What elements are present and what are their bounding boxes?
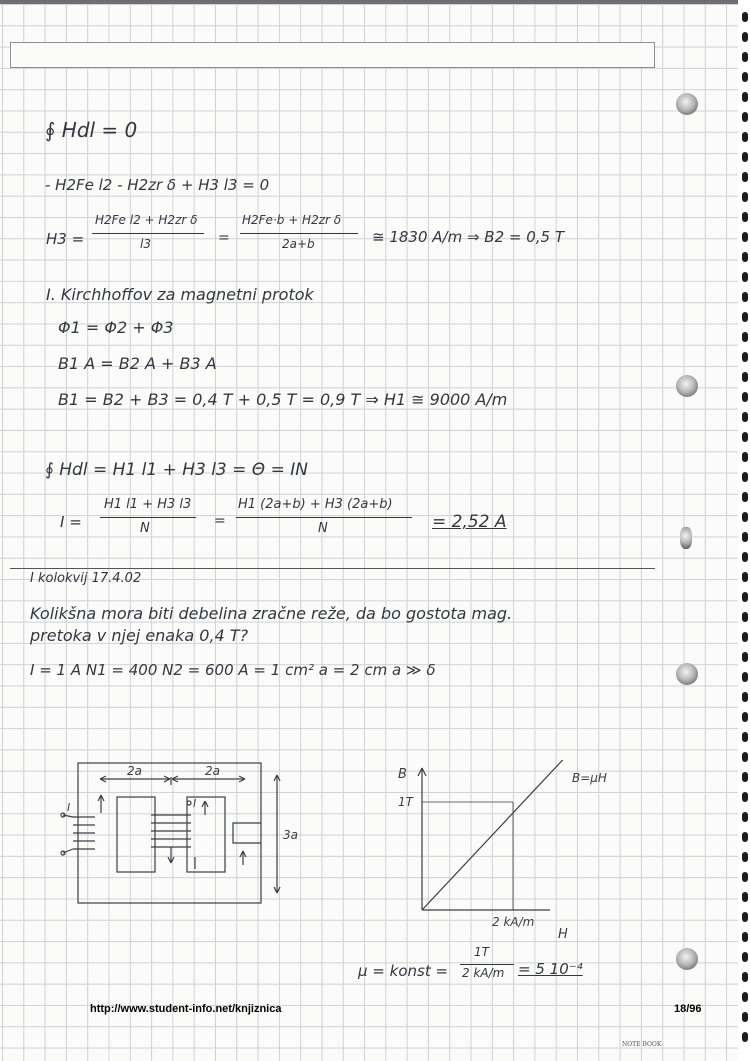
eq-h3-den1: l3 <box>140 237 151 251</box>
spiral-loop <box>742 552 748 562</box>
spiral-loop <box>742 212 748 222</box>
y-axis-label: B <box>398 767 407 782</box>
eq-i-lhs: I = <box>60 513 82 531</box>
y-tick-label: 1T <box>398 795 413 809</box>
spiral-loop <box>742 412 748 422</box>
spiral-loop <box>742 912 748 922</box>
mu-result: = 5 10⁻⁴ <box>518 960 583 978</box>
problem-given: I = 1 A N1 = 400 N2 = 600 A = 1 cm² a = 2 cm a ≫ δ <box>30 661 436 679</box>
spiral-loop <box>742 492 748 502</box>
spiral-loop <box>742 712 748 722</box>
coil-middle <box>151 801 191 847</box>
eq-h3-eq: = <box>218 230 230 246</box>
spiral-loop <box>742 172 748 182</box>
fraction-bar <box>240 233 358 234</box>
magnetic-core-figure <box>55 755 315 915</box>
spiral-loop <box>742 672 748 682</box>
spiral-binding <box>738 0 750 1061</box>
bh-graph <box>360 760 620 940</box>
spiral-loop <box>742 72 748 82</box>
spiral-loop <box>742 932 748 942</box>
flux-arrow <box>202 801 208 815</box>
spiral-loop <box>742 12 748 22</box>
spiral-loop <box>742 612 748 622</box>
spiral-loop <box>742 572 748 582</box>
spiral-loop <box>742 32 748 42</box>
flux-eq-1: Φ1 = Φ2 + Φ3 <box>58 318 174 337</box>
header-box <box>10 42 655 68</box>
spiral-loop <box>742 52 748 62</box>
fraction-bar <box>460 964 514 965</box>
punch-hole <box>676 93 698 115</box>
spiral-loop <box>742 892 748 902</box>
spiral-loop <box>742 332 748 342</box>
spiral-loop <box>742 272 748 282</box>
spiral-loop <box>742 732 748 742</box>
spiral-loop <box>742 752 748 762</box>
flux-eq-3: B1 = B2 + B3 = 0,4 T + 0,5 T = 0,9 T ⇒ H1 ≅ 9000 A/m <box>58 390 508 409</box>
spiral-loop <box>742 1032 748 1042</box>
spiral-loop <box>742 992 748 1002</box>
problem-question-2: pretoka v njej enaka 0,4 T? <box>30 626 249 645</box>
spiral-loop <box>742 772 748 782</box>
spiral-loop <box>742 972 748 982</box>
spiral-loop <box>742 512 748 522</box>
dim-top-left: 2a <box>127 764 142 778</box>
flux-arrow <box>168 847 174 863</box>
spiral-loop <box>742 132 748 142</box>
eq-h3-result: ≅ 1830 A/m ⇒ B2 = 0,5 T <box>372 228 565 246</box>
spiral-loop <box>742 452 748 462</box>
eq-line-integral-zero: ∮ Hdl = 0 <box>45 118 138 142</box>
air-gap <box>233 823 261 843</box>
punch-hole <box>680 527 692 549</box>
spiral-loop <box>742 232 748 242</box>
spiral-loop <box>742 532 748 542</box>
notebook-brand: NOTE BOOK <box>622 1041 662 1048</box>
mu-den: 2 kA/m <box>462 966 505 980</box>
line-label: B=μH <box>572 771 607 785</box>
footer-page-number: 18/96 <box>674 1003 702 1015</box>
spiral-loop <box>742 812 748 822</box>
eq-i-num1: H1 l1 + H3 l3 <box>104 497 192 512</box>
coil-left-label: I <box>67 801 71 814</box>
eq-mesh-sum: - H2Fe l2 - H2zr δ + H3 l3 = 0 <box>45 176 270 194</box>
spiral-loop <box>742 312 748 322</box>
kirchhoff-heading: I. Kirchhoffov za magnetni protok <box>46 285 314 304</box>
spiral-loop <box>742 472 748 482</box>
spiral-loop <box>742 632 748 642</box>
fraction-bar <box>236 517 412 518</box>
eq-i-den1: N <box>140 521 150 536</box>
eq-i-den2: N <box>318 521 328 536</box>
bh-line <box>422 760 572 910</box>
spiral-loop <box>742 352 748 362</box>
spiral-loop <box>742 1012 748 1022</box>
spiral-loop <box>742 692 748 702</box>
punch-hole <box>676 375 698 397</box>
spiral-loop <box>742 852 748 862</box>
eq-h3-den2: 2a+b <box>282 237 315 251</box>
spiral-loop <box>742 112 748 122</box>
problem-heading: I kolokvij 17.4.02 <box>30 571 142 586</box>
section-divider <box>10 568 655 569</box>
x-axis-label: H <box>558 927 568 940</box>
mu-lhs: μ = konst = <box>358 962 449 980</box>
punch-hole <box>676 663 698 685</box>
punch-hole <box>676 948 698 970</box>
eq-loop: ∮ Hdl = H1 l1 + H3 l3 = Θ = IN <box>45 460 308 480</box>
scan-top-edge <box>0 0 750 4</box>
spiral-loop <box>742 252 748 262</box>
coil-mid-label: I <box>193 797 197 810</box>
eq-h3-num2: H2Fe·b + H2zr δ <box>242 213 342 227</box>
spiral-loop <box>742 152 748 162</box>
footer-url[interactable]: http://www.student-info.net/knjiznica <box>90 1003 282 1015</box>
eq-i-eq: = <box>214 513 226 529</box>
spiral-loop <box>742 372 748 382</box>
eq-i-result: = 2,52 A <box>432 512 507 532</box>
mu-num: 1T <box>474 945 489 959</box>
spiral-loop <box>742 192 748 202</box>
flux-arrow <box>240 851 246 865</box>
problem-question-1: Kolikšna mora biti debelina zračne reže, da bo gostota mag. <box>30 604 513 623</box>
eq-h3-num1: H2Fe l2 + H2zr δ <box>95 213 198 227</box>
dim-right: 3a <box>283 828 298 842</box>
fraction-bar <box>92 233 204 234</box>
spiral-loop <box>742 952 748 962</box>
flux-arrow <box>98 795 104 813</box>
fraction-bar <box>100 517 196 518</box>
spiral-loop <box>742 592 748 602</box>
flux-eq-2: B1 A = B2 A + B3 A <box>58 354 217 373</box>
spiral-loop <box>742 652 748 662</box>
spiral-loop <box>742 792 748 802</box>
eq-i-num2: H1 (2a+b) + H3 (2a+b) <box>238 497 393 512</box>
x-tick-label: 2 kA/m <box>492 915 535 929</box>
core-window-left <box>117 797 155 872</box>
spiral-loop <box>742 292 748 302</box>
spiral-loop <box>742 92 748 102</box>
dim-top-right: 2a <box>205 764 220 778</box>
spiral-loop <box>742 872 748 882</box>
eq-h3-lhs: H3 = <box>46 230 85 248</box>
spiral-loop <box>742 432 748 442</box>
spiral-loop <box>742 832 748 842</box>
spiral-loop <box>742 392 748 402</box>
